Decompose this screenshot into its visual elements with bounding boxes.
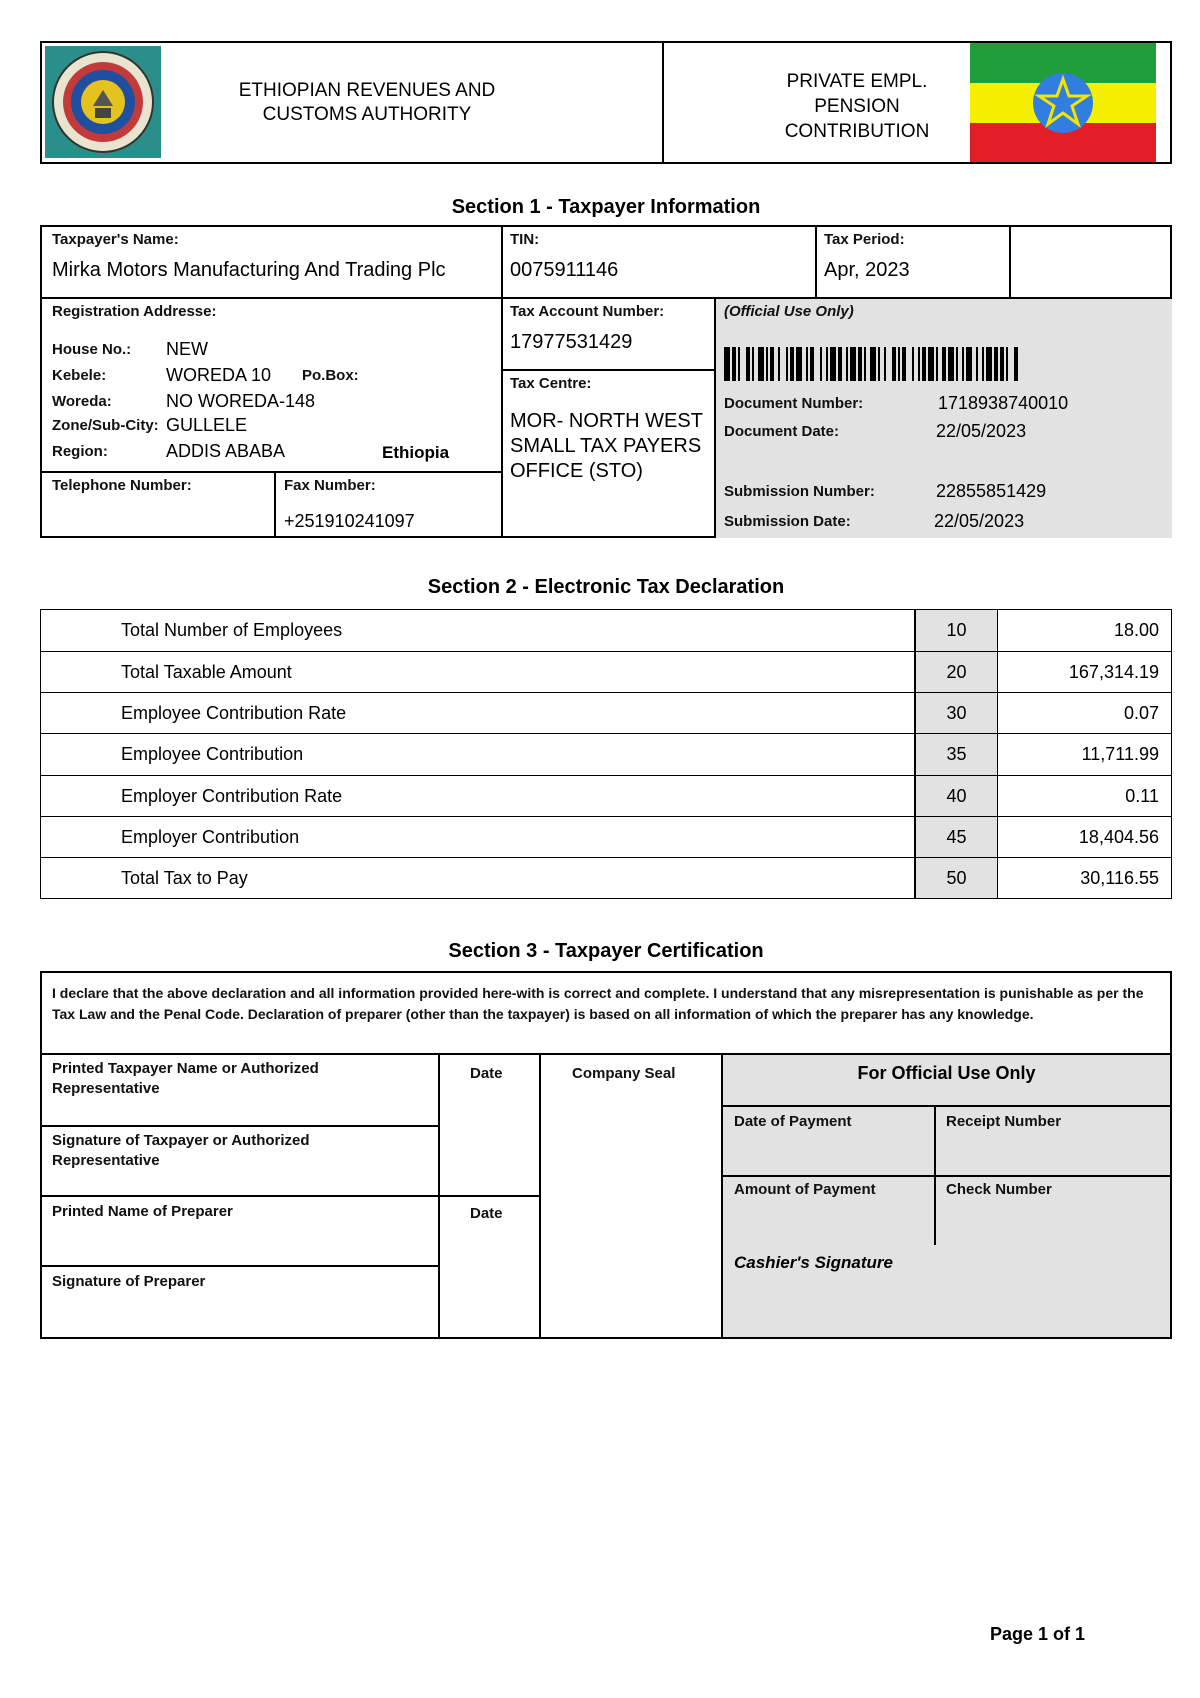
barcode-bar (790, 347, 794, 381)
submission-number-value: 22855851429 (936, 481, 1047, 501)
barcode-bar (758, 347, 764, 381)
house-no-label: House No.: (52, 341, 132, 358)
barcode-bar (732, 347, 736, 381)
ethiopia-flag-icon (970, 43, 1156, 162)
barcode-bar (786, 347, 788, 381)
declaration-row-label: Employee Contribution (121, 744, 304, 765)
declaration-row (41, 775, 1171, 816)
declaration-row-value: 0.07 (1123, 703, 1159, 724)
house-no-value: NEW (166, 339, 208, 359)
page-number: Page 1 of 1 (990, 1624, 1086, 1644)
woreda-value: NO WOREDA-148 (166, 391, 316, 411)
barcode-bar (1006, 347, 1008, 381)
section1-box (40, 225, 1172, 538)
declaration-text: I declare that the above declaration and all information provided here-with is correct and complete. I understand that any misrepresentation is punishable as per the Tax Law and the Penal Code. Declaration of preparer (other than the taxpayer) is based on all information of which the preparer has any knowledge. (52, 985, 1144, 1022)
region-value: ADDIS ABABA (166, 441, 286, 461)
barcode-bar (858, 347, 862, 381)
barcode-bar (942, 347, 946, 381)
barcode-bar (884, 347, 886, 381)
tax-account-value: 17977531429 (510, 331, 633, 353)
declaration-row-label: Total Taxable Amount (121, 662, 292, 683)
date-of-payment-label: Date of Payment (734, 1113, 852, 1130)
barcode-bar (878, 347, 880, 381)
section3-title: Section 3 - Taxpayer Certification (448, 940, 764, 962)
declaration-row-value: 11,711.99 (1081, 744, 1159, 765)
declaration-row-code: 30 (915, 693, 998, 733)
submission-number-label: Submission Number: (724, 483, 875, 500)
telephone-label: Telephone Number: (52, 477, 192, 494)
registration-label: Registration Addresse: (52, 303, 217, 320)
cashier-signature-label: Cashier's Signature (734, 1253, 893, 1272)
taxpayer-name-label: Taxpayer's Name: (52, 231, 179, 248)
zone-value: GULLELE (166, 415, 248, 435)
barcode-bar (962, 347, 964, 381)
header-divider (662, 43, 664, 162)
document-date-label: Document Date: (724, 423, 840, 440)
barcode-bar (976, 347, 978, 381)
declaration-row-code: 10 (915, 610, 998, 651)
barcode-bar (912, 347, 914, 381)
barcode-bar (922, 347, 926, 381)
declaration-row (41, 610, 1171, 651)
declaration-row (41, 651, 1171, 692)
barcode-bar (766, 347, 768, 381)
declaration-row-value: 0.11 (1125, 785, 1159, 806)
barcode-bar (966, 347, 972, 381)
barcode-bar (902, 347, 906, 381)
check-number-label: Check Number (946, 1181, 1052, 1198)
header-box (40, 41, 1172, 164)
receipt-number-label: Receipt Number (946, 1113, 1062, 1130)
barcode-bar (1014, 347, 1018, 381)
barcode-bar (724, 347, 730, 381)
printed-preparer-label: Printed Name of Preparer (52, 1203, 233, 1220)
barcode-bar (948, 347, 954, 381)
woreda-label: Woreda: (52, 393, 112, 410)
declaration-row-code: 50 (915, 858, 998, 898)
tax-centre-label: Tax Centre: (510, 375, 592, 392)
tin-label: TIN: (510, 231, 540, 248)
barcode-bar (864, 347, 866, 381)
declaration-row-label: Employer Contribution (121, 826, 300, 847)
barcode-bar (850, 347, 856, 381)
barcode-bar (918, 347, 920, 381)
official-use-title: For Official Use Only (857, 1063, 1036, 1083)
tax-period-value: Apr, 2023 (824, 259, 910, 281)
document-date-value: 22/05/2023 (936, 421, 1027, 441)
declaration-row-value: 30,116.55 (1080, 867, 1159, 888)
barcode-bar (770, 347, 774, 381)
submission-date-label: Submission Date: (724, 513, 851, 530)
barcode-bar (826, 347, 828, 381)
pobox-label: Po.Box: (302, 367, 359, 384)
document-number-label: Document Number: (724, 395, 864, 412)
fax-label: Fax Number: (284, 477, 376, 494)
barcode-bar (806, 347, 808, 381)
declaration-row-code: 45 (915, 817, 998, 857)
barcode-bar (1000, 347, 1004, 381)
fax-value: +251910241097 (284, 511, 415, 531)
region-label: Region: (52, 443, 108, 460)
declaration-row (41, 692, 1171, 733)
submission-date-value: 22/05/2023 (934, 511, 1025, 531)
declaration-row (41, 816, 1171, 857)
erca-seal-logo-icon (45, 46, 161, 158)
declaration-row-code: 20 (915, 652, 998, 692)
section2-title: Section 2 - Electronic Tax Declaration (427, 576, 785, 598)
zone-label: Zone/Sub-City: (52, 417, 159, 434)
tax-centre-value: MOR- NORTH WEST SMALL TAX PAYERS OFFICE (STO) (510, 410, 703, 482)
taxpayer-name: Mirka Motors Manufacturing And Trading Plc (52, 259, 446, 281)
declaration-row (41, 733, 1171, 774)
signature-taxpayer-label: Signature of Taxpayer or Authorized Representative (52, 1132, 310, 1169)
barcode-bar (830, 347, 836, 381)
declaration-row-label: Employee Contribution Rate (121, 703, 347, 724)
declaration-row-value: 18.00 (1113, 620, 1159, 640)
tax-period-label: Tax Period: (824, 231, 905, 248)
authority-name: ETHIOPIAN REVENUES AND CUSTOMS AUTHORITY (238, 80, 496, 125)
barcode-bar (928, 347, 934, 381)
declaration-table (40, 609, 1172, 899)
declaration-row-code: 35 (915, 734, 998, 774)
barcode-bar (752, 347, 754, 381)
company-seal-label: Company Seal (572, 1065, 676, 1082)
country-value: Ethiopia (382, 443, 450, 462)
tin-value: 0075911146 (510, 259, 619, 281)
barcode-bar (738, 347, 740, 381)
barcode-bar (956, 347, 958, 381)
declaration-row-value: 18,404.56 (1078, 826, 1159, 847)
barcode-bar (994, 347, 998, 381)
barcode-bar (838, 347, 842, 381)
barcode-bar (796, 347, 802, 381)
declaration-row-label: Employer Contribution Rate (121, 785, 343, 806)
declaration-row (41, 857, 1171, 898)
declaration-row-code: 40 (915, 776, 998, 816)
certification-box (40, 971, 1172, 1339)
date-label-1: Date (470, 1065, 503, 1082)
date-label-2: Date (470, 1205, 503, 1222)
document-number-value: 1718938740010 (938, 393, 1069, 413)
barcode-bar (986, 347, 992, 381)
barcode-bar (898, 347, 900, 381)
kebele-value: WOREDA 10 (166, 365, 272, 385)
declaration-row-label: Total Number of Employees (121, 620, 343, 640)
printed-taxpayer-label: Printed Taxpayer Name or Authorized Representative (52, 1060, 319, 1097)
signature-preparer-label: Signature of Preparer (52, 1273, 206, 1290)
official-use-label: (Official Use Only) (724, 303, 854, 320)
barcode-bar (846, 347, 848, 381)
declaration-row-label: Total Tax to Pay (121, 867, 248, 888)
barcode-bar (892, 347, 896, 381)
section1-title: Section 1 - Taxpayer Information (451, 196, 761, 218)
barcode-bar (778, 347, 780, 381)
barcode-bar (936, 347, 938, 381)
tax-account-label: Tax Account Number: (510, 303, 665, 320)
form-title: PRIVATE EMPL. PENSION CONTRIBUTION (784, 71, 930, 142)
barcode-bar (746, 347, 750, 381)
barcode-bar (982, 347, 984, 381)
amount-of-payment-label: Amount of Payment (734, 1181, 876, 1198)
barcode-icon (724, 347, 1154, 381)
barcode-bar (820, 347, 822, 381)
declaration-row-value: 167,314.19 (1068, 662, 1159, 683)
barcode-bar (870, 347, 876, 381)
kebele-label: Kebele: (52, 367, 107, 384)
barcode-bar (810, 347, 814, 381)
